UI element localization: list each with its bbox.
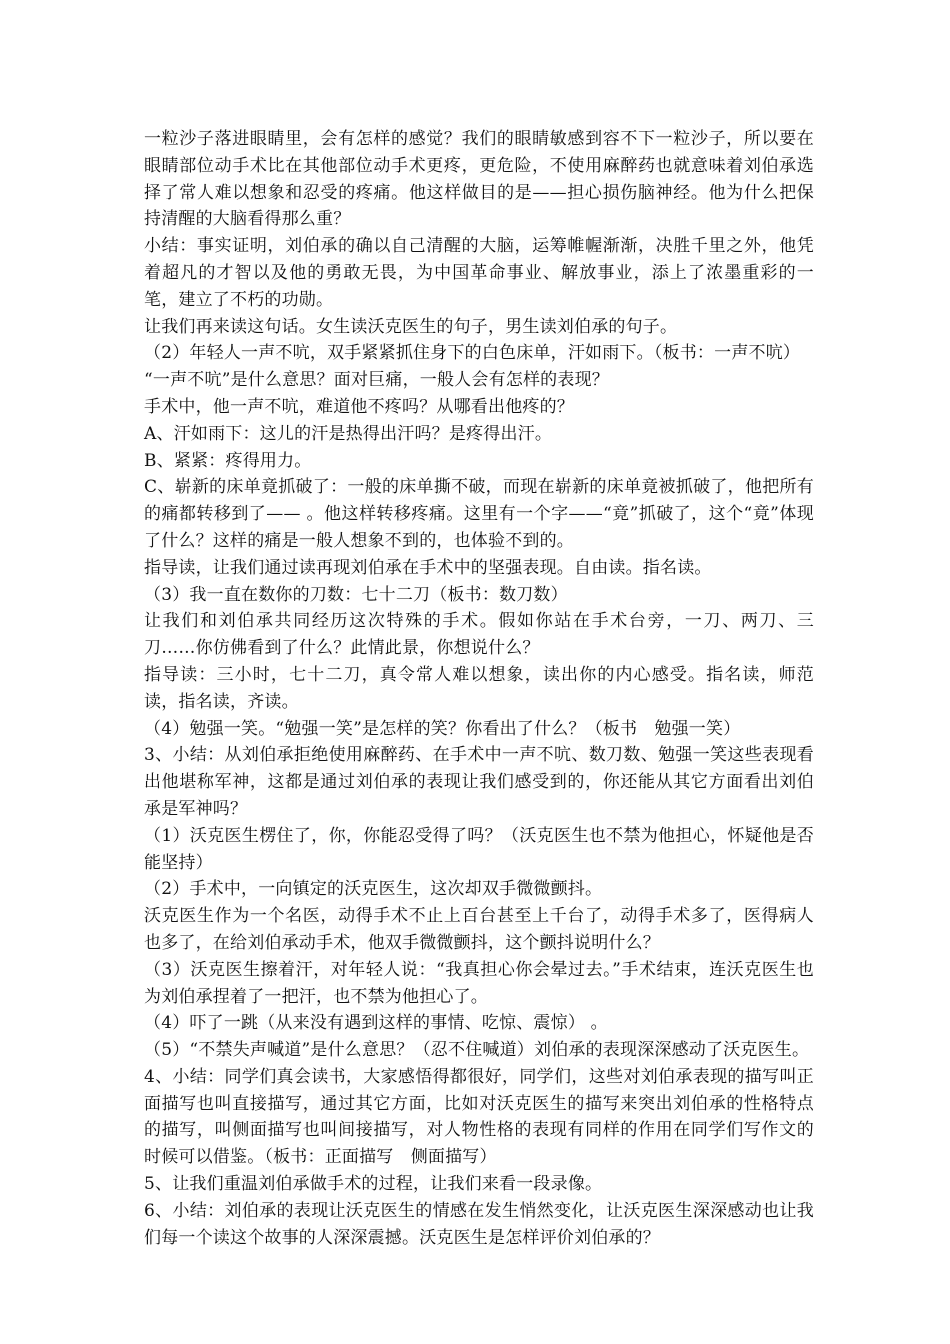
lesson-text-block — [144, 126, 814, 1251]
paragraph-summary-3: 3、小结：从刘伯承拒绝使用麻醉药、在手术中一声不吭、数刀数、勉强一笑这些表现看出他堪称军神，这都是通过刘伯承的表现让我们感受到的，你还能从其它方面看出刘伯承是军神吗？ — [144, 745, 814, 819]
paragraph-summary-clear-mind: 小结：事实证明，刘伯承的确以自己清醒的大脑，运筹帷幄渐渐，决胜千里之外，他凭着超凡的才智以及他的勇敢无畏，为中国革命事业、解放事业，添上了浓墨重彩的一笔，建立了不朽的功勋。 — [144, 236, 814, 310]
paragraph-guided-reading-1: 指导读，让我们通过读再现刘伯承在手术中的坚强表现。自由读。指名读。 — [144, 557, 712, 578]
paragraph-guided-reading-2: 指导读：三小时，七十二刀，真令常人难以想象，读出你的内心感受。指名读，师范读，指名读，齐读。 — [144, 664, 814, 712]
paragraph-experience-surgery: 让我们和刘伯承共同经历这次特殊的手术。假如你站在手术台旁，一刀、两刀、三刀……你仿佛看到了什么？此情此景，你想说什么？ — [144, 611, 814, 659]
paragraph-step-5-video: 5、让我们重温刘伯承做手术的过程，让我们来看一段录像。 — [144, 1174, 603, 1195]
paragraph-doctor-5: （5）“不禁失声喊道”是什么意思？（忍不住喊道）刘伯承的表现深深感动了沃克医生。 — [144, 1040, 810, 1061]
paragraph-doctor-2: （2）手术中，一向镇定的沃克医生，这次却双手微微颤抖。 — [144, 879, 603, 900]
paragraph-point-a: A、汗如雨下：这儿的汗是热得出汗吗？是疼得出汗。 — [144, 423, 553, 444]
paragraph-does-it-hurt: 手术中，他一声不吭，难道他不疼吗？从哪看出他疼的？ — [144, 396, 574, 417]
paragraph-summary-4: 4、小结：同学们真会读书，大家感悟得都很好，同学们，这些对刘伯承表现的描写叫正面描写也叫直接描写，通过其它方面，比如对沃克医生的描写来突出刘伯承的性格特点的描写，叫侧面描写也叫间接描写，对人物性格的表现有同样的作用在同学们写作文的时候可以借鉴。（板书：正面描写 侧面描写） — [144, 1066, 814, 1168]
paragraph-doctor-trembling: 沃克医生作为一个名医，动得手术不止上百台甚至上千台了，动得手术多了，医得病人也多了，在给刘伯承动手术，他双手微微颤抖，这个颤抖说明什么？ — [144, 906, 814, 953]
paragraph-summary-6: 6、小结：刘伯承的表现让沃克医生的情感在发生悄然变化，让沃克医生深深感动也让我们每一个读这个故事的人深深震撼。沃克医生是怎样评价刘伯承的？ — [144, 1200, 814, 1248]
paragraph-doctor-4: （4）吓了一跳（从来没有遇到这样的事情、吃惊、震惊） 。 — [144, 1013, 608, 1034]
paragraph-point-c: C、崭新的床单竟抓破了：一般的床单撕不破，而现在崭新的床单竟被抓破了，他把所有的痛都转移到了—— 。他这样转移疼痛。这里有一个字——“竟”抓破了，这个“竟”体现了什么？这样的痛是一般人想象不到的，也体验不到的。 — [144, 477, 814, 551]
paragraph-doctor-1: （1）沃克医生楞住了，你，你能忍受得了吗？（沃克医生也不禁为他担心，怀疑他是否能坚持） — [144, 825, 814, 873]
paragraph-point-3-count-cuts: （3）我一直在数你的刀数：七十二刀（板书：数刀数） — [144, 584, 568, 605]
paragraph-sand-in-eye: 一粒沙子落进眼睛里，会有怎样的感觉？我们的眼睛敏感到容不下一粒沙子，所以要在眼睛部位动手术比在其他部位动手术更疼，更危险，不使用麻醉药也就意味着刘伯承选择了常人难以想象和忍受的疼痛。他这样做目的是——担心损伤脑神经。他为什么把保持清醒的大脑看得那么重？ — [144, 129, 814, 230]
paragraph-doctor-3: （3）沃克医生擦着汗，对年轻人说：“我真担心你会晕过去。”手术结束，连沃克医生也为刘伯承捏着了一把汗，也不禁为他担心了。 — [144, 959, 814, 1007]
paragraph-point-2-silent: （2）年轻人一声不吭，双手紧紧抓住身下的白色床单，汗如雨下。（板书：一声不吭） — [144, 343, 801, 364]
paragraph-meaning-silent: “一声不吭”是什么意思？面对巨痛，一般人会有怎样的表现？ — [144, 370, 609, 391]
paragraph-point-b: B、紧紧：疼得用力。 — [144, 450, 312, 471]
paragraph-read-again: 让我们再来读这句话。女生读沃克医生的句子，男生读刘伯承的句子。 — [144, 316, 678, 337]
paragraph-point-4-smile: （4）勉强一笑。“勉强一笑”是怎样的笑？你看出了什么？（板书 勉强一笑） — [144, 718, 741, 739]
